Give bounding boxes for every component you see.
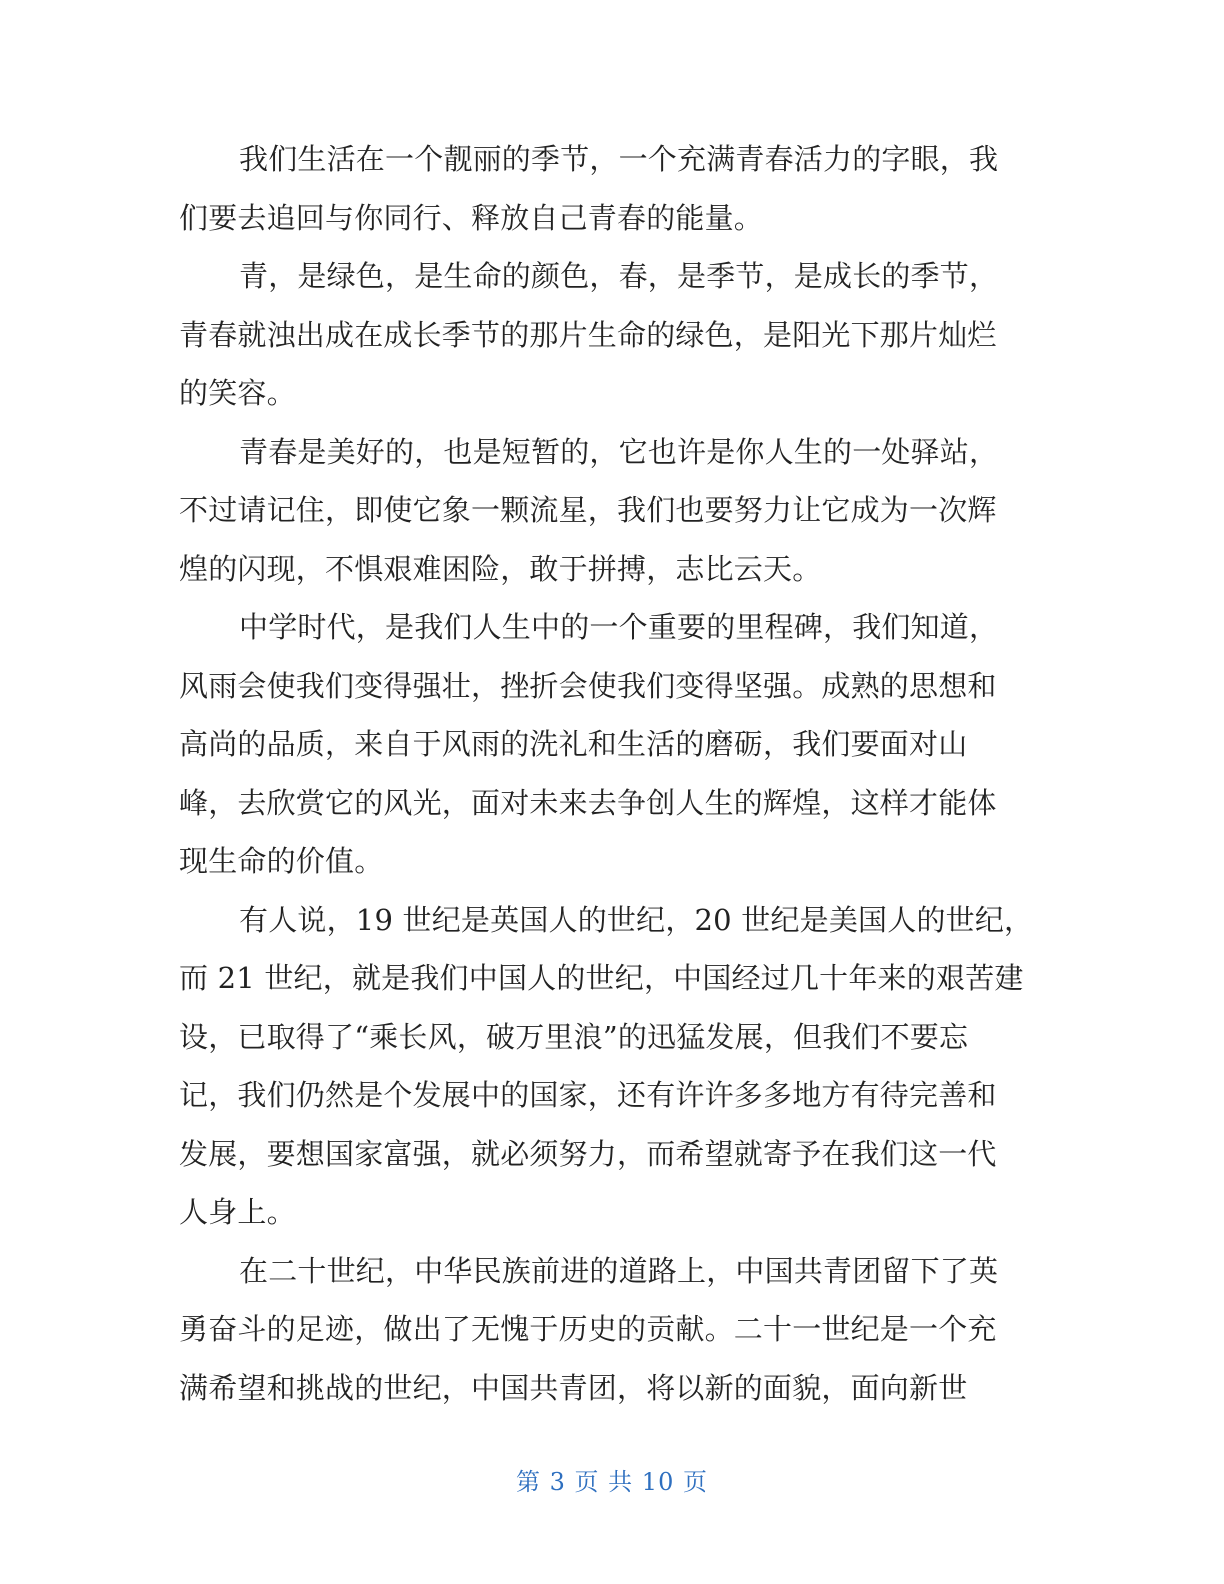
text-line: 的笑容。	[179, 376, 296, 410]
text-line: 设，已取得了“乘长风，破万里浪”的迅猛发展，但我们不要忘	[179, 1019, 969, 1054]
text-line: 们要去追回与你同行、释放自己青春的能量。	[179, 200, 764, 235]
document-body	[179, 130, 1033, 1417]
paragraph	[179, 891, 1033, 1242]
paragraph	[179, 1242, 1033, 1418]
text-line: 发展，要想国家富强，就必须努力，而希望就寄予在我们这一代	[179, 1136, 997, 1171]
text-line: 中学时代，是我们人生中的一个重要的里程碑，我们知道，	[239, 610, 999, 644]
text-line: 青春就浊出成在成长季节的那片生命的绿色，是阳光下那片灿烂	[179, 317, 997, 352]
text-line: 峰，去欣赏它的风光，面对未来去争创人生的辉煌，这样才能体	[179, 785, 997, 820]
text-line: 不过请记住，即使它象一颗流星，我们也要努力让它成为一次辉	[179, 493, 997, 527]
paragraph	[179, 130, 1033, 247]
paragraph	[179, 423, 1033, 599]
text-line: 青，是绿色，是生命的颜色，春，是季节，是成长的季节，	[239, 259, 999, 293]
text-line: 风雨会使我们变得强壮，挫折会使我们变得坚强。成熟的思想和	[179, 668, 997, 703]
text-line: 勇奋斗的足迹，做出了无愧于历史的贡献。二十一世纪是一个充	[179, 1312, 997, 1346]
page-number-footer: 第 3 页 共 10 页	[516, 1468, 708, 1496]
text-line: 青春是美好的，也是短暂的，它也许是你人生的一处驿站，	[239, 434, 999, 469]
text-line: 满希望和挑战的世纪，中国共青团，将以新的面貌，面向新世	[179, 1370, 968, 1405]
paragraph	[179, 247, 1033, 423]
text-line: 煌的闪现，不惧艰难困险，敢于拼搏，志比云天。	[179, 551, 822, 586]
text-line: 记，我们仍然是个发展中的国家，还有许许多多地方有待完善和	[179, 1078, 997, 1112]
text-line: 我们生活在一个靓丽的季节，一个充满青春活力的字眼，我	[239, 142, 999, 176]
text-line: 而 21 世纪，就是我们中国人的世纪，中国经过几十年来的艰苦建	[179, 961, 1024, 995]
paragraph	[179, 598, 1033, 891]
text-line: 在二十世纪，中华民族前进的道路上，中国共青团留下了英	[239, 1253, 999, 1288]
text-line: 高尚的品质，来自于风雨的洗礼和生活的磨砺，我们要面对山	[179, 727, 968, 761]
text-line: 人身上。	[179, 1195, 296, 1229]
text-line: 现生命的价值。	[179, 844, 384, 878]
text-line: 有人说，19 世纪是英国人的世纪，20 世纪是美国人的世纪，	[239, 902, 1034, 937]
